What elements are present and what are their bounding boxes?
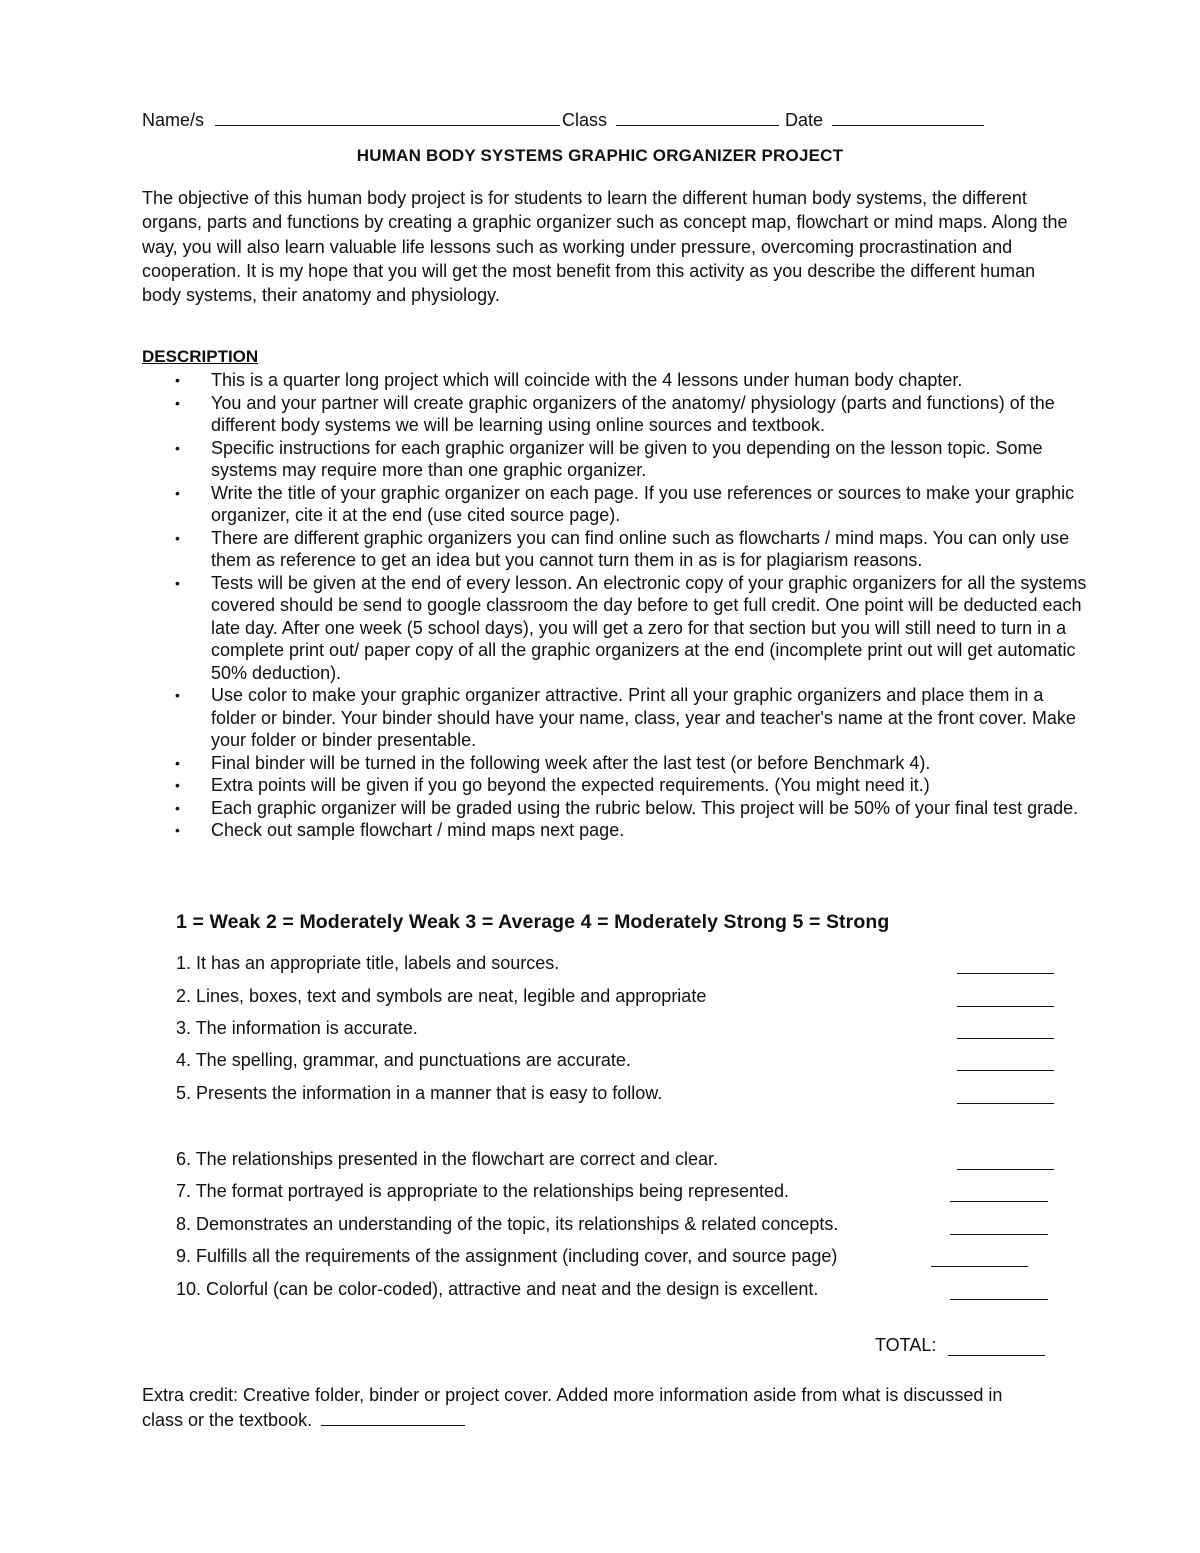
list-item: • Extra points will be given if you go beyond the expected requirements. (You might need it.) [175, 775, 930, 795]
score-blank[interactable] [957, 973, 1054, 974]
intro-text: The objective of this human body project is for students to learn the different human body systems, the different organs, parts and functions by creating a graphic organizer such as concept map, flowchart or mind maps. Along the way, you will also learn valuable life lessons such as working under pressure, overcoming procrastination and cooperation. It is my hope that you will get the most benefit from this activity as you describe the different human body systems, their anatomy and physiology. [142, 188, 1068, 306]
bullet-icon: • [175, 822, 180, 838]
list-item: • You and your partner will create graphic organizers of the anatomy/ physiology (parts and functions) of the different body systems we will be learning using online sources and textbook. [175, 392, 1055, 435]
date-field [785, 107, 984, 131]
description-heading: DESCRIPTION [142, 347, 259, 366]
list-item: • Each graphic organizer will be graded using the rubric below. This project will be 50% of your final test grade. [175, 797, 1079, 818]
bullet-icon: • [175, 687, 180, 703]
extra-credit [142, 1384, 1042, 1432]
list-item: • Tests will be given at the end of every lesson. An electronic copy of your graphic organizers for all the systems covered should be send to google classroom the day before to get full credit. One point will be deducted each late day. After one week (5 school days), you will get a zero for that section but you will still need to turn in a complete print out/ paper copy of all the graphic organizers at the end (incomplete print out will get automatic 50% deduction). [175, 572, 1087, 683]
name-blank[interactable] [215, 107, 560, 126]
bullet-icon: • [175, 754, 180, 771]
class-field [562, 107, 779, 131]
bullet-icon: • [175, 372, 180, 388]
score-blank[interactable] [950, 1201, 1048, 1202]
description-list [142, 369, 1092, 842]
rubric-criterion: 8. Demonstrates an understanding of the topic, its relationships & related concepts. [176, 1214, 839, 1234]
total-label: TOTAL: [875, 1335, 937, 1355]
bullet-icon: • [175, 777, 180, 793]
class-blank[interactable] [616, 107, 779, 126]
score-blank[interactable] [957, 1169, 1054, 1170]
score-blank[interactable] [957, 1070, 1054, 1071]
list-item: • Final binder will be turned in the following week after the last test (or before Benchmark 4). [175, 752, 931, 773]
page-title: HUMAN BODY SYSTEMS GRAPHIC ORGANIZER PROJECT [356, 146, 844, 165]
bullet-icon: • [175, 799, 180, 816]
rubric-criterion: 10. Colorful (can be color-coded), attractive and neat and the design is excellent. [176, 1279, 819, 1299]
name-field [142, 107, 560, 131]
score-blank[interactable] [931, 1266, 1028, 1267]
list-item: • Use color to make your graphic organizer attractive. Print all your graphic organizers and place them in a folder or binder. Your binder should have your name, class, year and teacher's name at the front cover. Make your folder or binder presentable. [175, 685, 1076, 750]
bullet-icon: • [175, 394, 180, 411]
date-label: Date [785, 110, 824, 130]
name-label: Name/s [142, 110, 205, 130]
class-label: Class [562, 110, 608, 130]
rubric-criterion: 2. Lines, boxes, text and symbols are neat, legible and appropriate [176, 986, 707, 1006]
extra-credit-text: Extra credit: Creative folder, binder or project cover. Added more information aside from what is discussed in class or the textbook. [142, 1385, 1003, 1430]
bullet-icon: • [175, 529, 180, 546]
list-item: • There are different graphic organizers you can find online such as flowcharts / mind maps. You can only use them as reference to get an idea but you cannot turn them in as is for plagiarism reasons. [175, 527, 1070, 570]
rubric-criterion: 5. Presents the information in a manner that is easy to follow. [176, 1083, 663, 1103]
total-blank[interactable] [948, 1355, 1045, 1356]
intro-paragraph [142, 186, 1072, 307]
extra-credit-blank[interactable] [321, 1407, 465, 1426]
rubric-criterion: 4. The spelling, grammar, and punctuations are accurate. [176, 1050, 631, 1070]
list-item: • Check out sample flowchart / mind maps next page. [175, 820, 625, 840]
rubric-criterion: 7. The format portrayed is appropriate to the relationships being represented. [176, 1181, 790, 1201]
list-item: • Write the title of your graphic organizer on each page. If you use references or sources to make your graphic organizer, cite it at the end (use cited source page). [175, 482, 1075, 525]
bullet-icon: • [175, 574, 180, 591]
score-blank[interactable] [950, 1299, 1048, 1300]
list-item: • This is a quarter long project which will coincide with the 4 lessons under human body chapter. [175, 370, 963, 390]
score-blank[interactable] [950, 1234, 1048, 1235]
rubric-criterion: 3. The information is accurate. [176, 1018, 418, 1038]
bullet-icon: • [175, 439, 180, 456]
rubric-criterion: 6. The relationships presented in the flowchart are correct and clear. [176, 1149, 718, 1169]
rubric-criterion: 9. Fulfills all the requirements of the assignment (including cover, and source page) [176, 1246, 838, 1266]
score-blank[interactable] [957, 1006, 1054, 1007]
rubric-scale: 1 = Weak 2 = Moderately Weak 3 = Average 4 = Moderately Strong 5 = Strong [176, 911, 890, 933]
list-item: • Specific instructions for each graphic organizer will be given to you depending on the lesson topic. Some systems may require more than one graphic organizer. [175, 437, 1043, 480]
date-blank[interactable] [832, 107, 984, 126]
score-blank[interactable] [957, 1103, 1054, 1104]
bullet-icon: • [175, 484, 180, 501]
rubric-criterion: 1. It has an appropriate title, labels and sources. [176, 953, 560, 973]
score-blank[interactable] [957, 1038, 1054, 1039]
